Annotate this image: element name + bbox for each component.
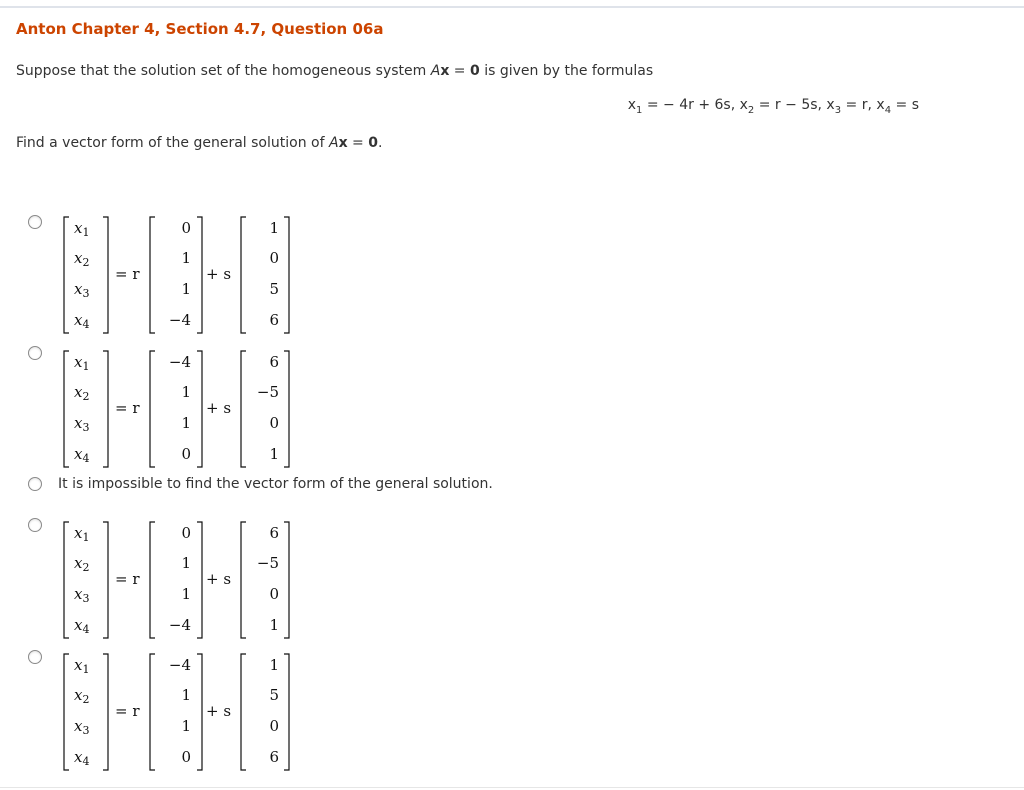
variable-x1: $x_1$ [74,353,90,373]
solution-formulas: $x_1$ = − 4r + 6s, $x_2 = r - 5s$, $x_3 = r$, $x_4 = s$ [627,97,919,116]
answer-option-3 [0,474,1024,496]
r-vector-entry: 1 [181,383,191,401]
s-vector-entry: 0 [269,585,279,603]
s-vector-entry: 6 [269,748,279,766]
variable-vector-right-bracket [103,522,108,638]
answer-option-1 [0,205,1024,335]
s-vector-entry: 5 [269,280,279,298]
s-vector-entry: 5 [269,686,279,704]
s-vector-entry: 0 [269,249,279,267]
r-vector-entry: 1 [181,414,191,432]
s-vector-left-bracket [241,351,246,467]
variable-vector-left-bracket [64,654,69,770]
question-title: Anton Chapter 4, Section 4.7, Question 06a [16,20,384,38]
variable-subscript: 1 [82,663,90,676]
equals-r: = r [115,570,140,588]
s-vector-left-bracket [241,522,246,638]
variable-subscript: 1 [82,226,90,239]
variable-x3: $x_3$ [74,717,90,737]
variable-vector-left-bracket [64,217,69,333]
s-vector-right-bracket [284,522,289,638]
question-intro: Suppose that the solution set of the homogeneous system Ax = 0 is given by the formulas [16,63,654,79]
s-vector-entry: 6 [269,311,279,329]
variable-vector-left-bracket [64,351,69,467]
variable-x1: $x_1$ [74,656,90,676]
s-vector-entry: 0 [269,414,279,432]
plus-s: + s [206,570,232,588]
option-5-radio[interactable] [28,650,42,664]
r-vector-entry: 0 [181,524,191,542]
variable-x1: $x_1$ [74,219,90,239]
s-vector-entry: 1 [269,616,279,634]
r-vector-entry: 1 [181,717,191,735]
variable-vector-right-bracket [103,351,108,467]
top-border [0,6,1024,8]
variable-subscript: 4 [82,755,90,768]
variable-x2: $x_2$ [74,686,90,706]
option-3-radio[interactable] [28,477,42,491]
variable-subscript: 1 [82,531,90,544]
r-vector-left-bracket [150,217,155,333]
equals-r: = r [115,399,140,417]
r-vector-entry: −4 [168,616,191,634]
variable-subscript: 3 [82,421,90,434]
variable-x3: $x_3$ [74,280,90,300]
r-vector-entry: 0 [181,748,191,766]
r-vector-entry: 1 [181,585,191,603]
s-vector-left-bracket [241,654,246,770]
r-vector-left-bracket [150,351,155,467]
variable-subscript: 4 [82,318,90,331]
answer-option-5 [0,642,1024,772]
variable-x4: $x_4$ [74,445,90,465]
variable-subscript: 4 [82,452,90,465]
option-2-vector-equation [55,339,355,469]
r-vector-right-bracket [197,217,202,333]
s-vector-entry: 6 [269,353,279,371]
r-vector-right-bracket [197,654,202,770]
r-vector-right-bracket [197,522,202,638]
option-4-radio[interactable] [28,518,42,532]
option-4-vector-equation [55,510,355,640]
s-vector-entry: 1 [269,656,279,674]
r-vector-left-bracket [150,654,155,770]
r-vector-entry: −4 [168,656,191,674]
option-1-radio[interactable] [28,215,42,229]
s-vector-entry: −5 [256,554,279,572]
variable-subscript: 2 [82,693,90,706]
variable-subscript: 3 [82,287,90,300]
r-vector-entry: −4 [168,311,191,329]
plus-s: + s [206,399,232,417]
equals-r: = r [115,702,140,720]
equals-r: = r [115,265,140,283]
variable-x1: $x_1$ [74,524,90,544]
r-vector-entry: −4 [168,353,191,371]
r-vector-entry: 0 [181,219,191,237]
plus-s: + s [206,265,232,283]
s-vector-entry: 0 [269,717,279,735]
variable-x3: $x_3$ [74,414,90,434]
variable-subscript: 2 [82,561,90,574]
option-1-vector-equation [55,205,355,335]
answer-option-4 [0,510,1024,640]
r-vector-entry: 1 [181,554,191,572]
variable-subscript: 2 [82,390,90,403]
question-prompt: Find a vector form of the general solution of Ax = 0. [16,135,383,151]
variable-subscript: 2 [82,256,90,269]
s-vector-entry: 1 [269,219,279,237]
variable-subscript: 3 [82,724,90,737]
s-vector-right-bracket [284,217,289,333]
variable-x3: $x_3$ [74,585,90,605]
variable-x2: $x_2$ [74,554,90,574]
variable-x4: $x_4$ [74,616,90,636]
variable-x4: $x_4$ [74,311,90,331]
variable-subscript: 4 [82,623,90,636]
variable-x2: $x_2$ [74,249,90,269]
s-vector-entry: 1 [269,445,279,463]
s-vector-entry: 6 [269,524,279,542]
plus-s: + s [206,702,232,720]
variable-vector-right-bracket [103,217,108,333]
option-2-radio[interactable] [28,346,42,360]
s-vector-left-bracket [241,217,246,333]
r-vector-right-bracket [197,351,202,467]
variable-x2: $x_2$ [74,383,90,403]
s-vector-right-bracket [284,351,289,467]
bottom-border [0,787,1024,788]
variable-subscript: 3 [82,592,90,605]
r-vector-entry: 0 [181,445,191,463]
variable-vector-left-bracket [64,522,69,638]
s-vector-entry: −5 [256,383,279,401]
variable-vector-right-bracket [103,654,108,770]
r-vector-entry: 1 [181,280,191,298]
option-3-text: It is impossible to find the vector form of the general solution. [58,476,493,492]
variable-x4: $x_4$ [74,748,90,768]
answer-option-2 [0,340,1024,470]
r-vector-left-bracket [150,522,155,638]
variable-subscript: 1 [82,360,90,373]
r-vector-entry: 1 [181,249,191,267]
option-5-vector-equation [55,642,355,772]
r-vector-entry: 1 [181,686,191,704]
s-vector-right-bracket [284,654,289,770]
